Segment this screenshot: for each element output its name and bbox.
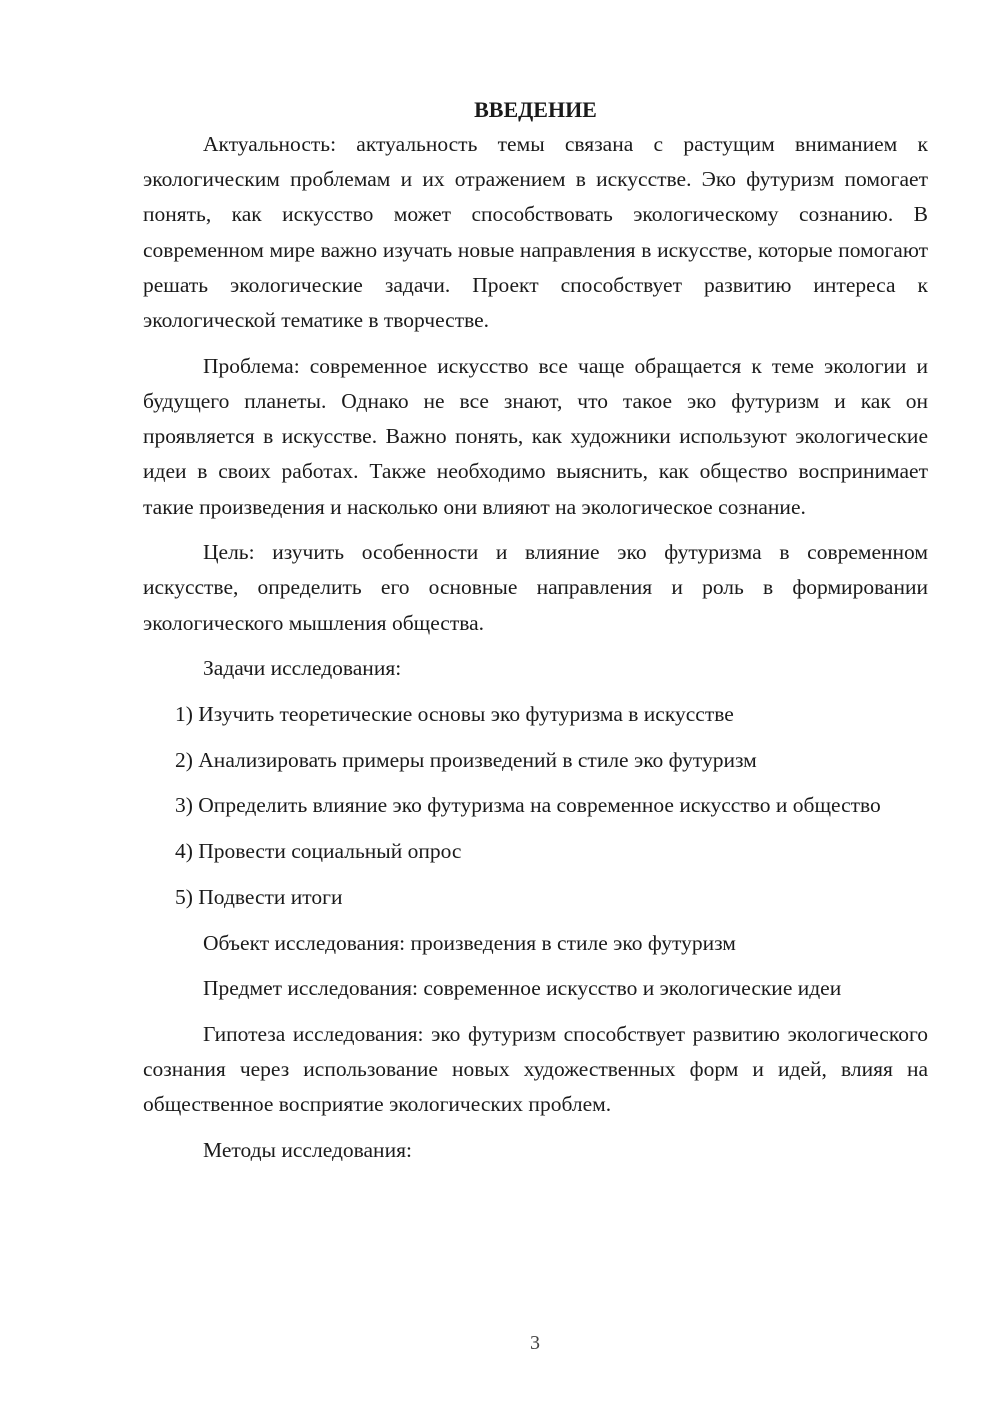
tasks-heading: Задачи исследования: [203,656,402,681]
task-item-2: 2) Анализировать примеры произведений в стиле эко футуризм [175,747,757,772]
goal-paragraph: Цель: изучить особенности и влияние эко футуризма в современном искусстве, определить его основные направления и роль в формировании экологического мышления общества. [143,540,928,635]
task-item-5: 5) Подвести итоги [175,884,343,909]
task-item-4: 4) Провести социальный опрос [175,839,462,864]
task-item-3: 3) Определить влияние эко футуризма на современное искусство и общество [175,793,881,818]
section-heading: ВВЕДЕНИЕ [474,97,597,122]
methods-heading: Методы исследования: [203,1138,412,1163]
page-number: 3 [530,1332,540,1354]
task-item-1: 1) Изучить теоретические основы эко футуризма в искусстве [175,702,734,727]
problem-paragraph: Проблема: современное искусство все чаще обращается к теме экологии и будущего планеты. Однако не все знают, что такое эко футуризм и как он проявляется в искусстве. Важно понять, как художники используют экологические идеи в своих работах. Также необходимо выяснить, как общество воспринимает такие произведения и насколько они влияют на экологическое сознание. [143,353,928,519]
relevance-paragraph: Актуальность: актуальность темы связана с растущим вниманием к экологическим проблемам и их отражением в искусстве. Эко футуризм помогает понять, как искусство может способствовать экологическому сознанию. В современном мире важно изучать новые направления в искусстве, которые помогают решать экологические задачи. Проект способствует развитию интереса к экологической тематике в творчестве. [143,132,928,333]
subject-paragraph: Предмет исследования: современное искусство и экологические идеи [203,976,842,1001]
document-page [143,92,928,1179]
hypothesis-paragraph: Гипотеза исследования: эко футуризм способствует развитию экологического сознания через использование новых художественных форм и идей, влияя на общественное восприятие экологических проблем. [143,1021,928,1117]
object-paragraph: Объект исследования: произведения в стиле эко футуризм [203,930,736,955]
